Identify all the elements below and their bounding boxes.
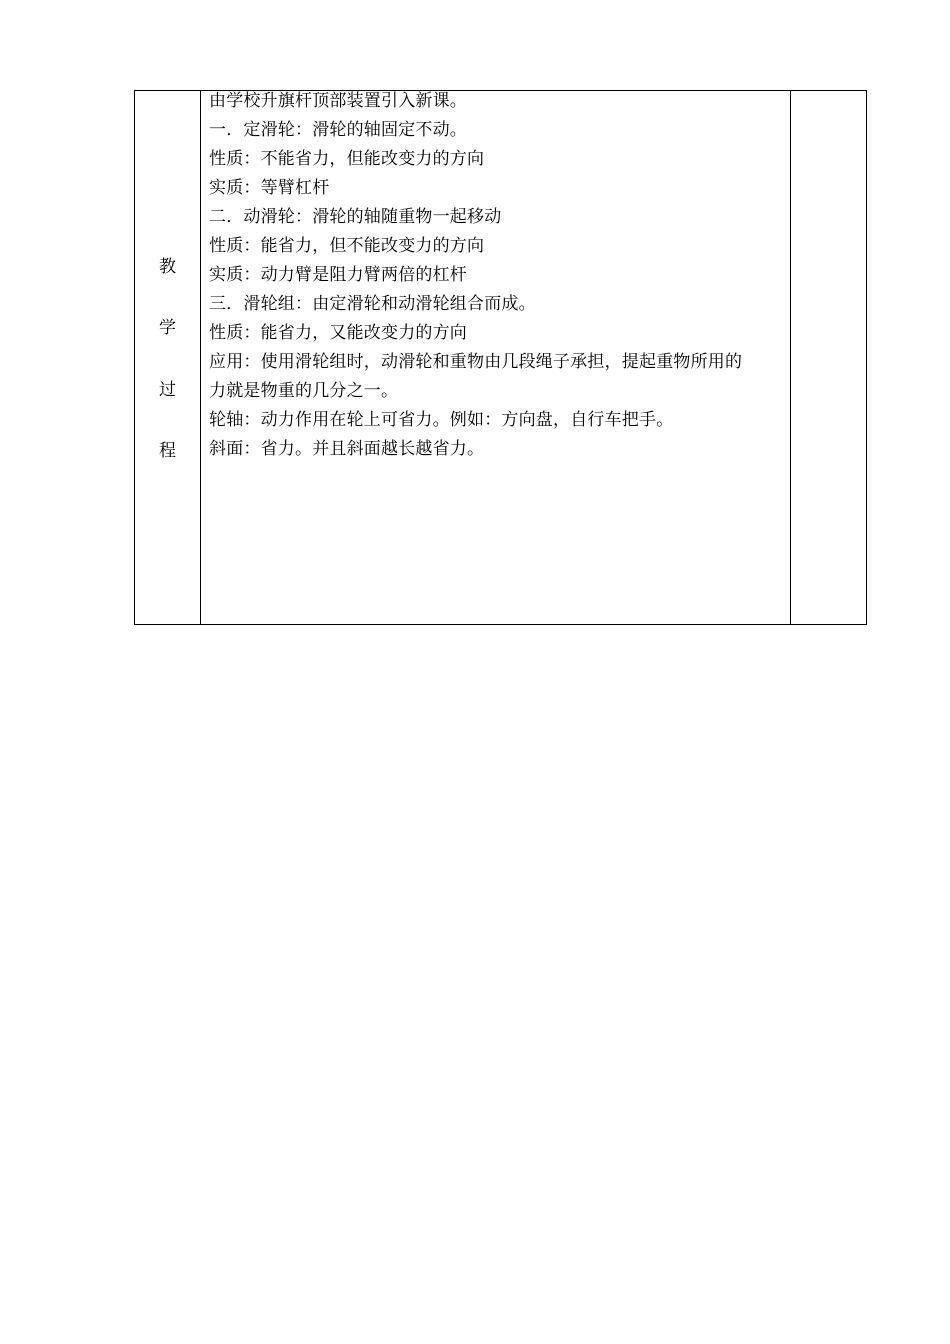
content-line: 由学校升旗杆顶部装置引入新课。	[209, 91, 467, 111]
section-label-char: 程	[159, 441, 176, 461]
content-line: 应用：使用滑轮组时，动滑轮和重物由几段绳子承担，提起重物所用的	[209, 352, 743, 372]
notes-column	[791, 91, 866, 624]
content-line: 实质：等臂杠杆	[209, 178, 330, 198]
content-line: 性质：不能省力，但能改变力的方向	[209, 149, 485, 169]
content-line: 二．动滑轮：滑轮的轴随重物一起移动	[209, 207, 502, 227]
section-label-column	[135, 91, 201, 624]
content-line: 一．定滑轮：滑轮的轴固定不动。	[209, 120, 467, 140]
lesson-table	[134, 90, 867, 625]
content-line: 性质：能省力，但不能改变力的方向	[209, 236, 485, 256]
section-label-char: 过	[159, 380, 176, 400]
content-line: 三．滑轮组：由定滑轮和动滑轮组合而成。	[209, 294, 536, 314]
content-line: 斜面：省力。并且斜面越长越省力。	[209, 439, 485, 459]
content-line: 性质：能省力，又能改变力的方向	[209, 323, 467, 343]
content-line: 轮轴：动力作用在轮上可省力。例如：方向盘，自行车把手。	[209, 410, 674, 430]
section-label-char: 教	[159, 257, 176, 277]
section-label-char: 学	[159, 318, 176, 338]
content-line: 实质：动力臂是阻力臂两倍的杠杆	[209, 265, 467, 285]
content-column	[201, 91, 791, 624]
content-line: 力就是物重的几分之一。	[209, 381, 399, 401]
